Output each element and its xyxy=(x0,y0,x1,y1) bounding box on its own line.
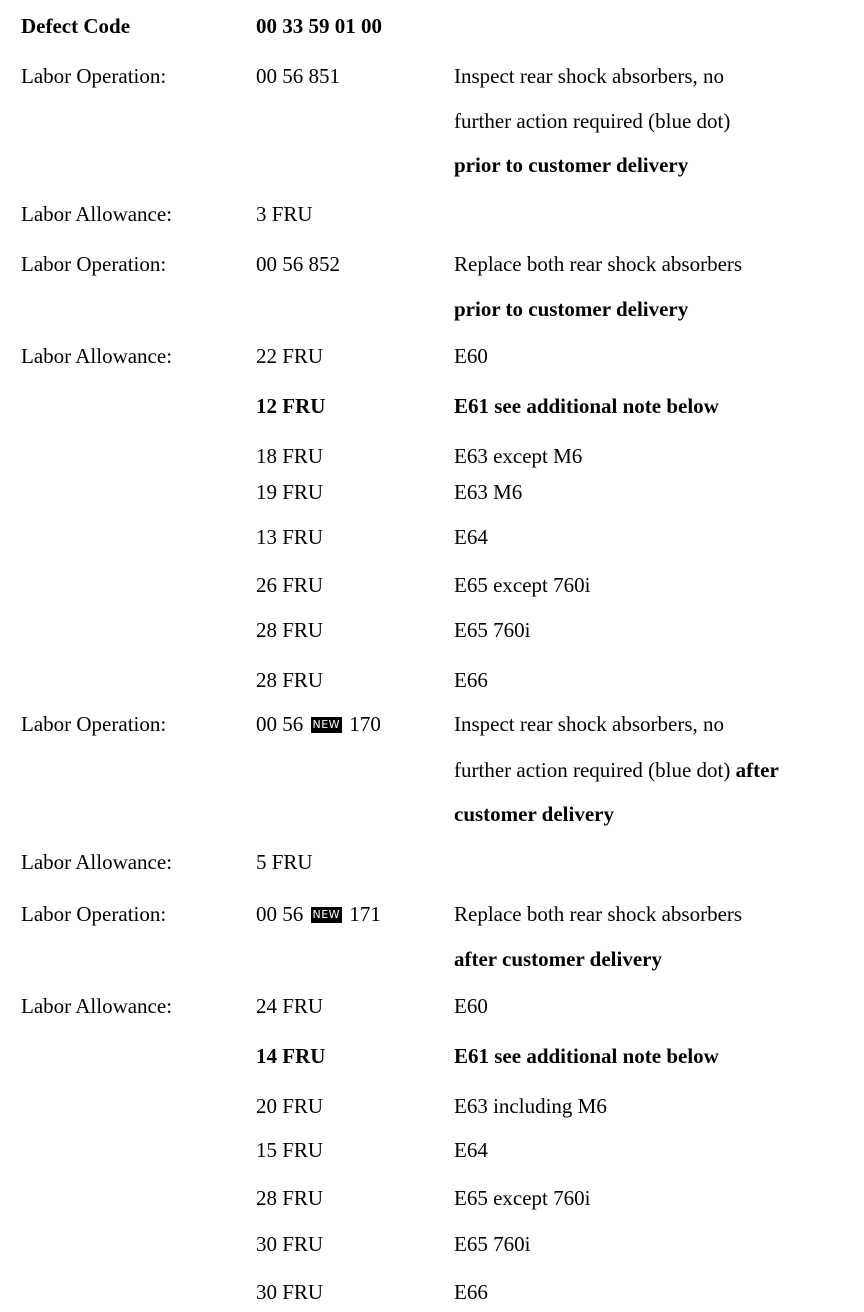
operation-description xyxy=(454,758,779,782)
allowance-model: E63 including M6 xyxy=(454,1094,607,1118)
allowance-model: E63 except M6 xyxy=(454,444,583,468)
allowance-fru: 24 FRU xyxy=(256,994,324,1018)
allowance-model: E60 xyxy=(454,994,488,1018)
allowance-fru: 28 FRU xyxy=(256,668,324,692)
labor-allowance-label: Labor Allowance: xyxy=(21,202,173,226)
defect-code-label: Defect Code xyxy=(21,14,131,38)
allowance-fru: 12 FRU xyxy=(256,394,326,418)
code-suffix: 170 xyxy=(349,712,381,736)
operation-description: Replace both rear shock absorbers xyxy=(454,252,743,276)
labor-operation-code: 00 56 852 xyxy=(256,252,340,276)
allowance-model: E65 760i xyxy=(454,618,531,642)
operation-timing: prior to customer delivery xyxy=(454,297,689,321)
operation-timing: customer delivery xyxy=(454,802,614,826)
labor-allowance-label: Labor Allowance: xyxy=(21,850,173,874)
allowance-model: E64 xyxy=(454,1138,488,1162)
allowance-model: E64 xyxy=(454,525,488,549)
allowance-model: E66 xyxy=(454,668,488,692)
allowance-value: 3 FRU xyxy=(256,202,313,226)
defect-code-value: 00 33 59 01 00 xyxy=(256,14,382,38)
operation-description: Inspect rear shock absorbers, no xyxy=(454,64,724,88)
code-suffix: 171 xyxy=(349,902,381,926)
operation-description: further action required (blue dot) xyxy=(454,109,731,133)
allowance-fru: 22 FRU xyxy=(256,344,324,368)
labor-operation-label: Labor Operation: xyxy=(21,712,167,736)
allowance-model: E63 M6 xyxy=(454,480,523,504)
allowance-model: E60 xyxy=(454,344,488,368)
operation-description: Inspect rear shock absorbers, no xyxy=(454,712,724,736)
operation-timing: after customer delivery xyxy=(454,947,662,971)
labor-operation-label: Labor Operation: xyxy=(21,252,167,276)
allowance-model: E61 see additional note below xyxy=(454,1044,719,1068)
allowance-model: E65 except 760i xyxy=(454,1186,591,1210)
allowance-model: E65 except 760i xyxy=(454,573,591,597)
labor-operation-code: 00 56 851 xyxy=(256,64,340,88)
allowance-fru: 13 FRU xyxy=(256,525,324,549)
allowance-fru: 30 FRU xyxy=(256,1280,324,1304)
allowance-fru: 14 FRU xyxy=(256,1044,326,1068)
labor-allowance-label: Labor Allowance: xyxy=(21,344,173,368)
labor-allowance-label: Labor Allowance: xyxy=(21,994,173,1018)
allowance-fru: 26 FRU xyxy=(256,573,324,597)
allowance-fru: 19 FRU xyxy=(256,480,324,504)
allowance-model: E61 see additional note below xyxy=(454,394,719,418)
allowance-fru: 28 FRU xyxy=(256,1186,324,1210)
operation-description: Replace both rear shock absorbers xyxy=(454,902,743,926)
labor-operation-label: Labor Operation: xyxy=(21,64,167,88)
allowance-model: E65 760i xyxy=(454,1232,531,1256)
allowance-fru: 20 FRU xyxy=(256,1094,324,1118)
allowance-fru: 15 FRU xyxy=(256,1138,324,1162)
code-prefix: 00 56 xyxy=(256,712,304,736)
labor-operation-label: Labor Operation: xyxy=(21,902,167,926)
operation-timing: prior to customer delivery xyxy=(454,153,689,177)
new-badge: NEW xyxy=(312,908,341,921)
operation-timing: after xyxy=(735,758,779,782)
labor-operation-code xyxy=(256,712,381,736)
allowance-fru: 28 FRU xyxy=(256,618,324,642)
allowance-value: 5 FRU xyxy=(256,850,313,874)
code-prefix: 00 56 xyxy=(256,902,304,926)
new-badge: NEW xyxy=(312,718,341,731)
allowance-model: E66 xyxy=(454,1280,488,1304)
description-text: further action required (blue dot) xyxy=(454,758,731,782)
allowance-fru: 30 FRU xyxy=(256,1232,324,1256)
labor-operation-code xyxy=(256,902,381,926)
allowance-fru: 18 FRU xyxy=(256,444,324,468)
